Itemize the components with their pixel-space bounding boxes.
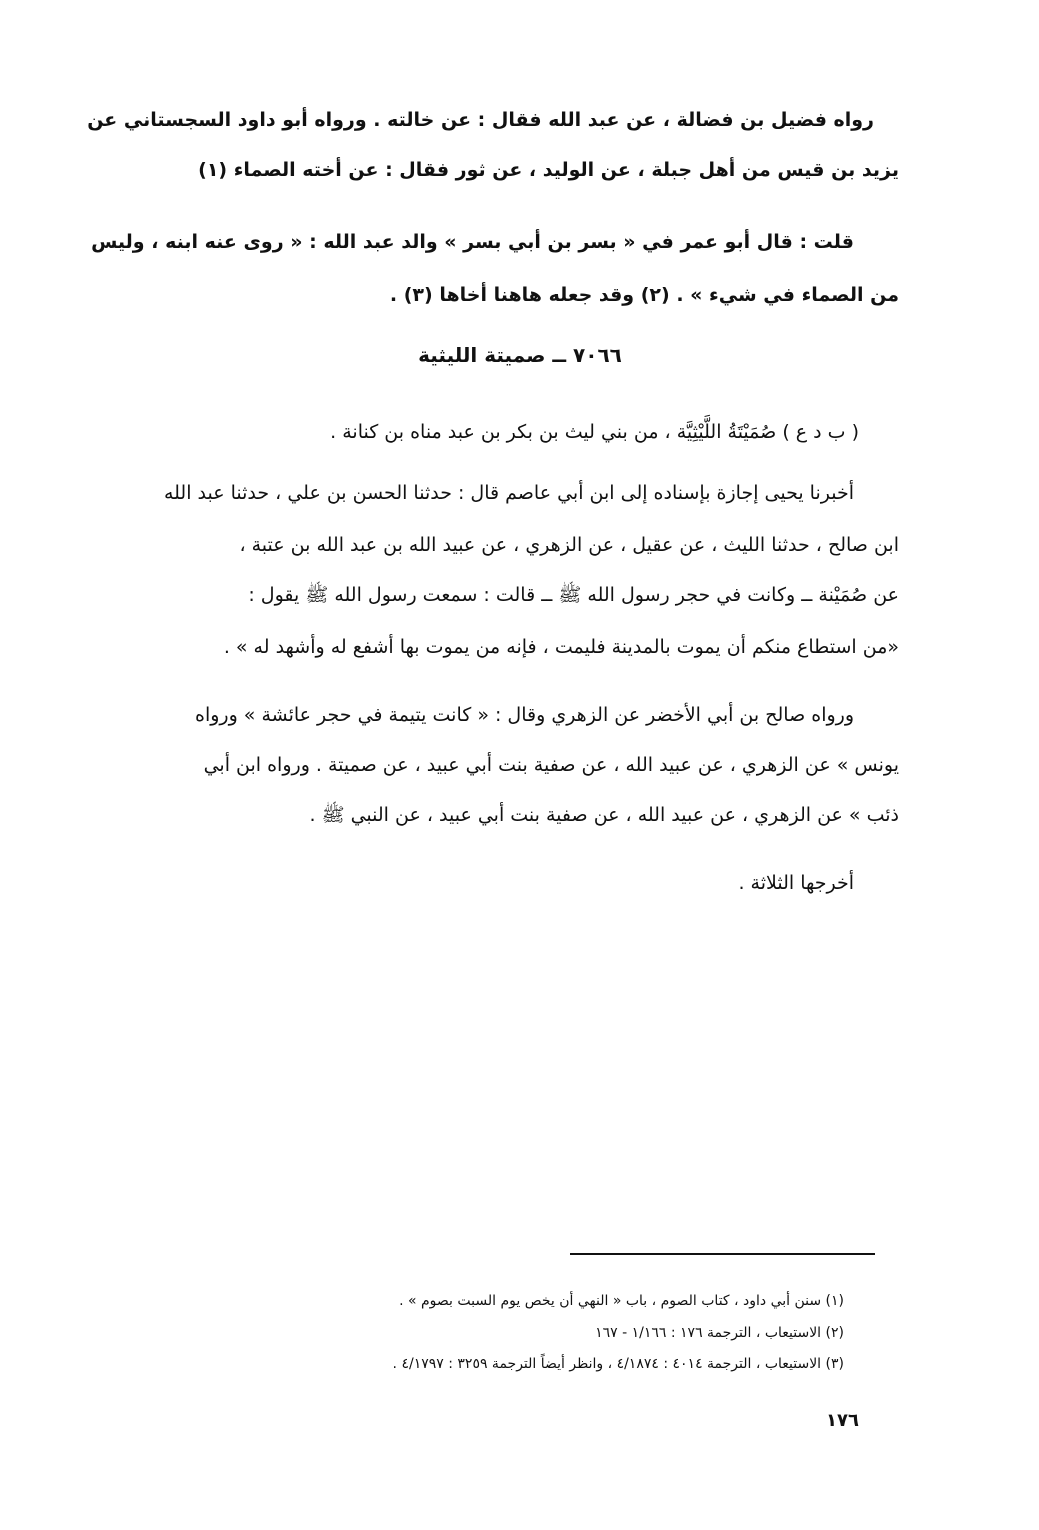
footnote-3: (٣) الاستيعاب ، الترجمة ٤٠١٤ : ٤/١٨٧٤ ، وانظر أيضاً الترجمة ٣٢٥٩ : ٤/١٧٩٧ . xyxy=(392,1356,844,1372)
section-heading: ٧٠٦٦ ــ صميتة الليثية xyxy=(418,343,622,367)
text-line: يونس » عن الزهري ، عن عبيد الله ، عن صفية بنت أبي عبيد ، عن صميتة . ورواه ابن أبي xyxy=(203,754,899,776)
text-line: أخبرنا يحيى إجازة بإسناده إلى ابن أبي عاصم قال : حدثنا الحسن بن علي ، حدثنا عبد الله xyxy=(163,482,854,504)
text-line: يزيد بن قيس من أهل جبلة ، عن الوليد ، عن ثور فقال : عن أخته الصماء (١) xyxy=(198,159,899,181)
text-line: قلت : قال أبو عمر في « بسر بن أبي بسر » والد عبد الله : « روى عنه ابنه ، وليس xyxy=(91,231,854,253)
text-line: ابن صالح ، حدثنا الليث ، عن عقيل ، عن الزهري ، عن عبيد الله بن عبد الله بن عتبة ، xyxy=(239,534,899,556)
text-line: ذئب » عن الزهري ، عن عبيد الله ، عن صفية بنت أبي عبيد ، عن النبي ﷺ . xyxy=(309,804,899,826)
page-number: ١٧٦ xyxy=(826,1410,859,1431)
text-line: رواه فضيل بن فضالة ، عن عبد الله فقال : عن خالته . ورواه أبو داود السجستاني عن xyxy=(87,109,874,131)
text-line: عن صُمَيْنة ــ وكانت في حجر رسول الله ﷺ ــ قالت : سمعت رسول الله ﷺ يقول : xyxy=(248,584,899,606)
text-line: ( ب د ع ) صُمَيْتَةُ اللَّيْثِيَّة ، من بني ليث بن بكر بن عبد مناه بن كنانة . xyxy=(330,421,859,443)
footnote-1: (١) سنن أبي داود ، كتاب الصوم ، باب « النهي أن يخص يوم السبت بصوم » . xyxy=(399,1293,844,1309)
text-line: «من استطاع منكم أن يموت بالمدينة فليمت ، فإنه من يموت بها أشفع له وأشهد له » . xyxy=(223,636,899,658)
text-line: أخرجها الثلاثة . xyxy=(738,872,854,894)
text-line: ورواه صالح بن أبي الأخضر عن الزهري وقال : « كانت يتيمة في حجر عائشة » ورواه xyxy=(195,704,854,726)
text-line: من الصماء في شيء » . (٢) وقد جعله هاهنا أخاها (٣) . xyxy=(389,284,899,306)
footnote-rule xyxy=(570,1253,875,1255)
footnote-2: (٢) الاستيعاب ، الترجمة ١٧٦ : ١/١٦٦ - ١٦٧ xyxy=(595,1325,844,1341)
